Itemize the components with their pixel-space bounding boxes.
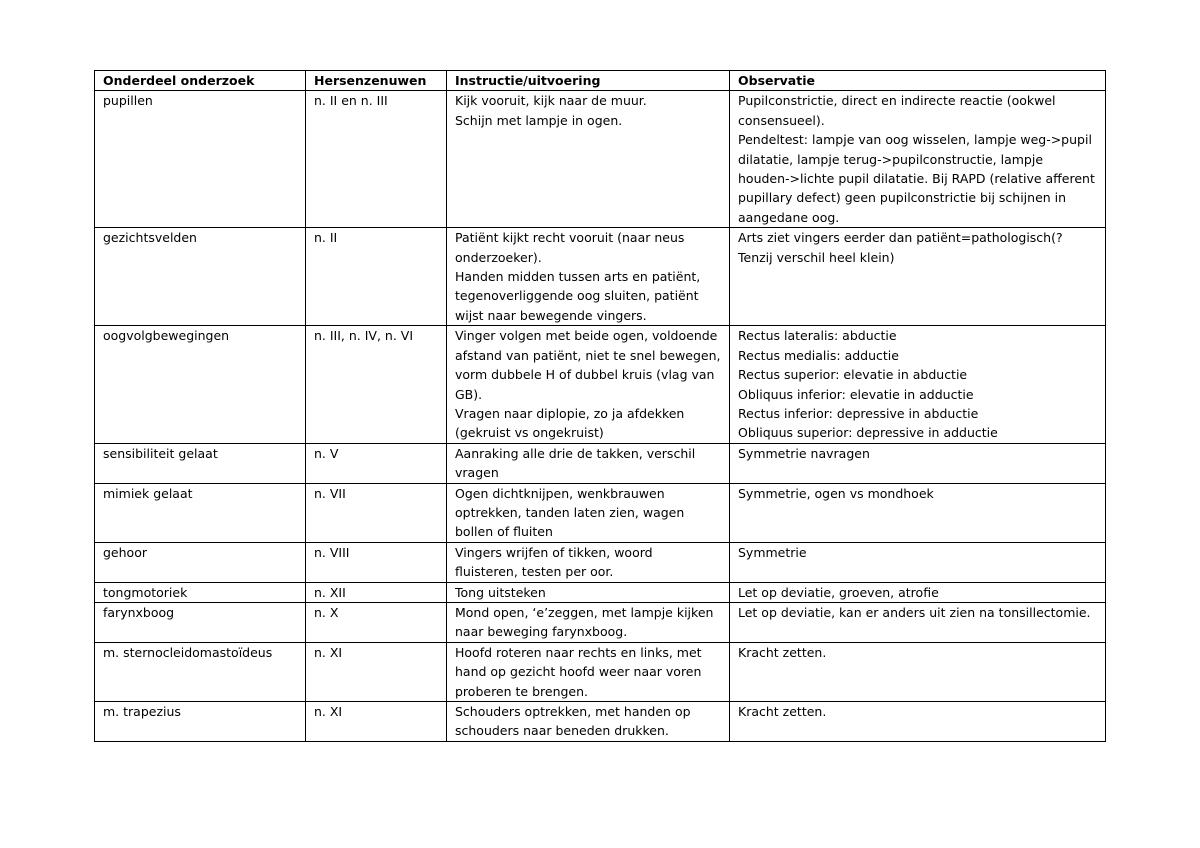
cell-text-line: Arts ziet vingers eerder dan patiënt=pathologisch(?	[738, 230, 1063, 246]
table-row	[95, 542, 1106, 582]
table-row	[95, 326, 1106, 443]
cell-text-line: Symmetrie, ogen vs mondhoek	[738, 485, 934, 501]
cell-onderdeel	[95, 702, 306, 742]
cell-text-line: Pupilconstrictie, direct en indirecte reactie (ookwel	[738, 93, 1056, 109]
cell-text-line: n. II en n. III	[314, 93, 388, 109]
cell-text-line: vorm dubbele H of dubbel kruis (vlag van	[455, 367, 715, 383]
cell-instructie	[447, 642, 730, 701]
cell-text-line: Obliquus inferior: elevatie in adductie	[738, 386, 974, 402]
cell-text-line: pupillen	[103, 93, 153, 109]
cell-text-line: Patiënt kijkt recht vooruit (naar neus	[455, 230, 685, 246]
cell-text-line: dilatatie, lampje terug->pupilconstructie, lampje	[738, 151, 1044, 167]
table-row	[95, 443, 1106, 483]
cell-observatie	[730, 702, 1106, 742]
cell-text-line: tegenoverliggende oog sluiten, patiënt	[455, 288, 699, 304]
cell-text-line: (gekruist vs ongekruist)	[455, 425, 604, 441]
cell-text-line: Let op deviatie, groeven, atrofie	[738, 584, 939, 600]
cell-text-line: Rectus medialis: adductie	[738, 347, 899, 363]
cell-text-line: farynxboog	[103, 604, 175, 620]
cell-text-line: n. XII	[314, 584, 346, 600]
header-instructie: Instructie/uitvoering	[447, 71, 730, 91]
cell-text-line: Ogen dichtknijpen, wenkbrauwen	[455, 485, 665, 501]
cell-hersenzenuwen	[306, 326, 447, 443]
cell-observatie	[730, 602, 1106, 642]
cell-instructie	[447, 702, 730, 742]
cell-instructie	[447, 542, 730, 582]
cell-text-line: n. XI	[314, 644, 343, 660]
cell-hersenzenuwen	[306, 642, 447, 701]
cell-instructie	[447, 228, 730, 326]
cell-text-line: Kijk vooruit, kijk naar de muur.	[455, 93, 647, 109]
cell-instructie	[447, 91, 730, 228]
cell-text-line: wijst naar bewegende vingers.	[455, 307, 647, 323]
cell-onderdeel	[95, 602, 306, 642]
cell-onderdeel	[95, 326, 306, 443]
cell-instructie	[447, 602, 730, 642]
cell-hersenzenuwen	[306, 91, 447, 228]
cell-text-line: Rectus lateralis: abductie	[738, 328, 897, 344]
cranial-nerve-exam-table	[94, 70, 1106, 742]
cell-text-line: gehoor	[103, 544, 147, 560]
cell-text-line: n. V	[314, 445, 339, 461]
cell-text-line: Kracht zetten.	[738, 704, 827, 719]
cell-onderdeel	[95, 91, 306, 228]
cell-onderdeel	[95, 228, 306, 326]
cell-text-line: fluisteren, testen per oor.	[455, 564, 614, 580]
cell-text-line: sensibiliteit gelaat	[103, 445, 218, 461]
cell-text-line: n. VIII	[314, 544, 350, 560]
cell-observatie	[730, 542, 1106, 582]
cell-text-line: proberen te brengen.	[455, 683, 589, 699]
cell-text-line: Handen midden tussen arts en patiënt,	[455, 269, 701, 285]
cell-text-line: naar beweging farynxboog.	[455, 624, 628, 640]
cell-text-line: Aanraking alle drie de takken, verschil	[455, 445, 696, 461]
cell-text-line: Let op deviatie, kan er anders uit zien na tonsillectomie.	[738, 604, 1091, 620]
cell-text-line: optrekken, tanden laten zien, wagen	[455, 504, 685, 520]
table-row	[95, 483, 1106, 542]
cell-observatie	[730, 228, 1106, 326]
cell-text-line: n. III, n. IV, n. VI	[314, 328, 414, 344]
cell-text-line: schouders naar beneden drukken.	[455, 723, 669, 739]
cell-text-line: oogvolgbewegingen	[103, 328, 230, 344]
cell-onderdeel	[95, 443, 306, 483]
cell-instructie	[447, 582, 730, 602]
cell-text-line: Schijn met lampje in ogen.	[455, 112, 623, 128]
table-row	[95, 702, 1106, 742]
cell-instructie	[447, 483, 730, 542]
cell-text-line: Hoofd roteren naar rechts en links, met	[455, 644, 702, 660]
cell-onderdeel	[95, 642, 306, 701]
cell-text-line: tongmotoriek	[103, 584, 188, 600]
cell-text-line: Mond open, ‘e’zeggen, met lampje kijken	[455, 604, 714, 620]
cell-text-line: GB).	[455, 386, 483, 402]
cell-text-line: Symmetrie	[738, 544, 807, 560]
cell-text-line: Vinger volgen met beide ogen, voldoende	[455, 328, 718, 344]
cell-text-line: Vragen naar diplopie, zo ja afdekken	[455, 405, 685, 421]
cell-text-line: mimiek gelaat	[103, 485, 193, 501]
cell-text-line: Tenzij verschil heel klein)	[738, 249, 895, 265]
cell-text-line: Tong uitsteken	[455, 584, 546, 600]
header-hersenzenuwen: Hersenzenuwen	[306, 71, 447, 91]
table-row	[95, 91, 1106, 228]
cell-text-line: afstand van patiënt, niet te snel bewegen,	[455, 347, 721, 363]
table-row	[95, 602, 1106, 642]
cell-observatie	[730, 582, 1106, 602]
cell-text-line: houden->lichte pupil dilatatie. Bij RAPD (relative afferent	[738, 171, 1095, 187]
table-row	[95, 582, 1106, 602]
table-row	[95, 228, 1106, 326]
cell-text-line: Symmetrie navragen	[738, 445, 870, 461]
cell-text-line: bollen of fluiten	[455, 524, 553, 540]
cell-hersenzenuwen	[306, 582, 447, 602]
table-row	[95, 642, 1106, 701]
table-body	[95, 91, 1106, 741]
cell-hersenzenuwen	[306, 228, 447, 326]
cell-hersenzenuwen	[306, 542, 447, 582]
cell-onderdeel	[95, 582, 306, 602]
cell-hersenzenuwen	[306, 483, 447, 542]
cell-text-line: gezichtsvelden	[103, 230, 197, 246]
cell-onderdeel	[95, 483, 306, 542]
cell-text-line: n. II	[314, 230, 338, 246]
cell-text-line: Obliquus superior: depressive in adductie	[738, 425, 998, 441]
cell-onderdeel	[95, 542, 306, 582]
cell-text-line: Rectus inferior: depressive in abductie	[738, 405, 979, 421]
cell-observatie	[730, 642, 1106, 701]
cell-instructie	[447, 326, 730, 443]
cell-text-line: hand op gezicht hoofd weer naar voren	[455, 664, 702, 680]
cell-observatie	[730, 91, 1106, 228]
header-onderdeel: Onderdeel onderzoek	[95, 71, 306, 91]
cell-text-line: onderzoeker).	[455, 249, 542, 265]
cell-text-line: Pendeltest: lampje van oog wisselen, lampje weg->pupil	[738, 132, 1092, 148]
cell-text-line: n. XI	[314, 704, 343, 719]
table-header-row	[95, 71, 1106, 91]
header-observatie: Observatie	[730, 71, 1106, 91]
cell-text-line: Vingers wrijfen of tikken, woord	[455, 544, 653, 560]
cell-text-line: Schouders optrekken, met handen op	[455, 704, 691, 719]
cell-text-line: aangedane oog.	[738, 209, 840, 225]
cell-text-line: Kracht zetten.	[738, 644, 827, 660]
cell-text-line: n. X	[314, 604, 339, 620]
cell-text-line: n. VII	[314, 485, 346, 501]
cell-observatie	[730, 326, 1106, 443]
cell-hersenzenuwen	[306, 602, 447, 642]
cell-text-line: m. trapezius	[103, 704, 181, 719]
cell-observatie	[730, 443, 1106, 483]
cell-text-line: vragen	[455, 465, 499, 481]
cell-hersenzenuwen	[306, 443, 447, 483]
cell-observatie	[730, 483, 1106, 542]
cell-hersenzenuwen	[306, 702, 447, 742]
cell-text-line: pupillary defect) geen pupilconstrictie bij schijnen in	[738, 190, 1067, 206]
cell-text-line: Rectus superior: elevatie in abductie	[738, 367, 968, 383]
cell-text-line: consensueel).	[738, 112, 825, 128]
cell-instructie	[447, 443, 730, 483]
cell-text-line: m. sternocleidomastoïdeus	[103, 644, 273, 660]
